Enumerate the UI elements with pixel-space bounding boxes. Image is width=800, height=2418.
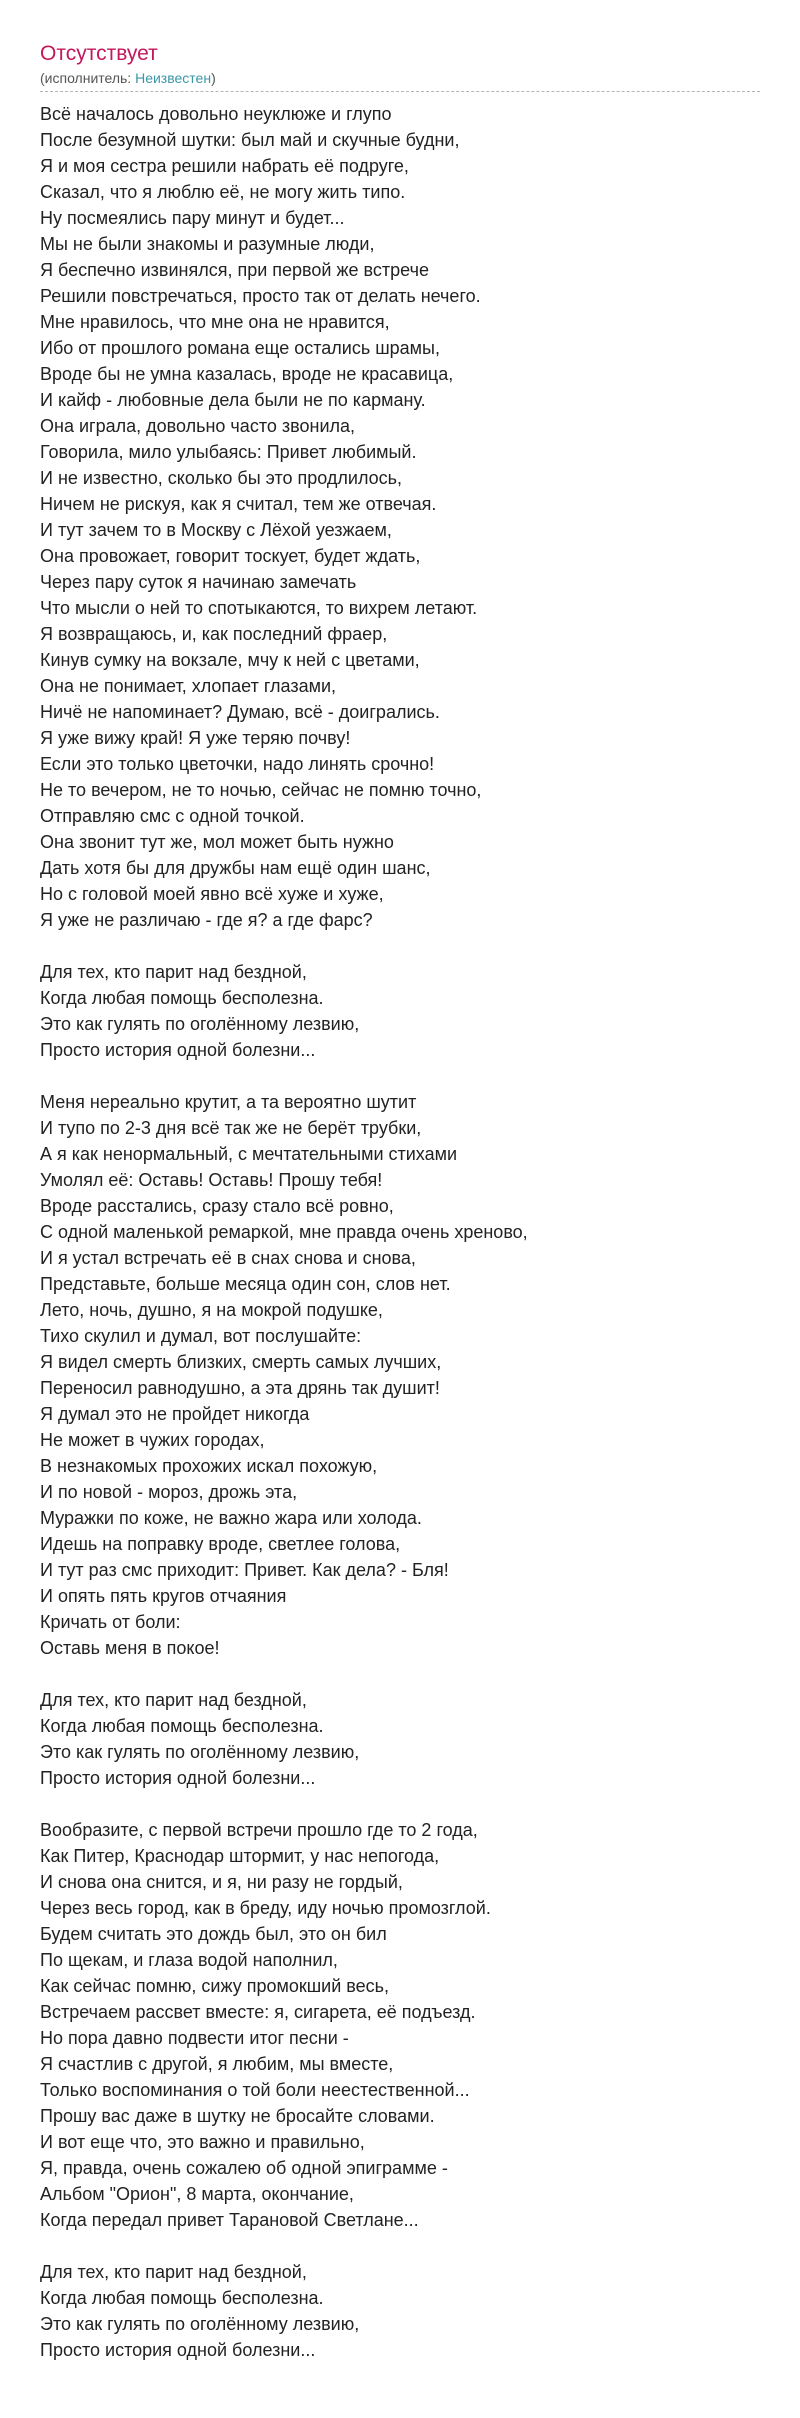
lyrics-line: Она не понимает, хлопает глазами, (40, 676, 337, 696)
artist-prefix: (исполнитель: (40, 70, 136, 86)
lyrics-line: Ничем не рискуя, как я считал, тем же отвечая. (40, 494, 437, 514)
lyrics-line: Я уже вижу край! Я уже теряю почву! (40, 728, 351, 748)
lyrics-line: Если это только цветочки, надо линять срочно! (40, 754, 435, 774)
song-header (40, 0, 760, 92)
lyrics-line: Решили повстречаться, просто так от делать нечего. (40, 286, 481, 306)
lyrics-line: Я счастлив с другой, я любим, мы вместе, (40, 2054, 394, 2074)
lyrics-stanza (40, 959, 760, 1063)
lyrics-stanza (40, 1687, 760, 1791)
lyrics-line: Это как гулять по оголённому лезвию, (40, 1742, 360, 1762)
lyrics-line: Я, правда, очень сожалею об одной эпиграмме - (40, 2158, 448, 2178)
lyrics-line: Сказал, что я люблю её, не могу жить типо. (40, 182, 406, 202)
lyrics-line: Для тех, кто парит над бездной, (40, 2262, 307, 2282)
song-artist-line (40, 69, 760, 87)
lyrics-line: Меня нереально крутит, а та вероятно шутит (40, 1092, 417, 1112)
lyrics-line: Когда любая помощь бесполезна. (40, 1716, 324, 1736)
lyrics-line: Просто история одной болезни... (40, 1040, 316, 1060)
lyrics-line: Ну посмеялись пару минут и будет... (40, 208, 345, 228)
lyrics-line: И по новой - мороз, дрожь эта, (40, 1482, 298, 1502)
lyrics-line: А я как ненормальный, с мечтательными стихами (40, 1144, 458, 1164)
lyrics-line: Я видел смерть близких, смерть самых лучших, (40, 1352, 442, 1372)
lyrics-line: После безумной шутки: был май и скучные будни, (40, 130, 460, 150)
lyrics-line: Всё началось довольно неуклюже и глупо (40, 104, 392, 124)
lyrics-line: Что мысли о ней то спотыкаются, то вихрем летают. (40, 598, 478, 618)
lyrics-line: Я уже не различаю - где я? а где фарс? (40, 910, 373, 930)
lyrics-line: Просто история одной болезни... (40, 1768, 316, 1788)
lyrics-line: Переносил равнодушно, а эта дрянь так душит! (40, 1378, 440, 1398)
lyrics-line: И тут раз смс приходит: Привет. Как дела? - Бля! (40, 1560, 449, 1580)
lyrics-text (40, 101, 760, 2363)
header-divider (40, 91, 760, 92)
lyrics-line: Это как гулять по оголённому лезвию, (40, 1014, 360, 1034)
artist-link[interactable]: Неизвестен (135, 70, 212, 86)
lyrics-line: И я устал встречать её в снах снова и снова, (40, 1248, 416, 1268)
lyrics-line: Когда любая помощь бесполезна. (40, 2288, 324, 2308)
lyrics-line: Не то вечером, не то ночью, сейчас не помню точно, (40, 780, 482, 800)
lyrics-line: Я и моя сестра решили набрать её подруге, (40, 156, 409, 176)
lyrics-line: И тут зачем то в Москву с Лёхой уезжаем, (40, 520, 392, 540)
lyrics-line: Тихо скулил и думал, вот послушайте: (40, 1326, 362, 1346)
lyrics-line: Вроде расстались, сразу стало всё ровно, (40, 1196, 394, 1216)
lyrics-line: Когда передал привет Тарановой Светлане... (40, 2210, 419, 2230)
lyrics-line: Но пора давно подвести итог песни - (40, 2028, 349, 2048)
lyrics-line: Муражки по коже, не важно жара или холода. (40, 1508, 422, 1528)
lyrics-line: Но с головой моей явно всё хуже и хуже, (40, 884, 384, 904)
lyrics-line: Через пару суток я начинаю замечать (40, 572, 357, 592)
lyrics-line: Мне нравилось, что мне она не нравится, (40, 312, 390, 332)
lyrics-line: Встречаем рассвет вместе: я, сигарета, её подъезд. (40, 2002, 476, 2022)
lyrics-line: Альбом "Орион", 8 марта, окончание, (40, 2184, 354, 2204)
lyrics-line: Она провожает, говорит тоскует, будет ждать, (40, 546, 421, 566)
lyrics-line: Лето, ночь, душно, я на мокрой подушке, (40, 1300, 383, 1320)
lyrics-line: Ничё не напоминает? Думаю, всё - доигрались. (40, 702, 440, 722)
lyrics-line: Я беспечно извинялся, при первой же встрече (40, 260, 429, 280)
lyrics-stanza (40, 1817, 760, 2233)
lyrics-line: Через весь город, как в бреду, иду ночью промозглой. (40, 1898, 491, 1918)
lyrics-line: Вообразите, с первой встречи прошло где то 2 года, (40, 1820, 478, 1840)
lyrics-line: И тупо по 2-3 дня всё так же не берёт трубки, (40, 1118, 422, 1138)
lyrics-line: Мы не были знакомы и разумные люди, (40, 234, 375, 254)
lyrics-stanza (40, 1089, 760, 1661)
lyrics-line: И вот еще что, это важно и правильно, (40, 2132, 365, 2152)
lyrics-line: Кинув сумку на вокзале, мчу к ней с цветами, (40, 650, 420, 670)
lyrics-line: В незнакомых прохожих искал похожую, (40, 1456, 378, 1476)
lyrics-line: И кайф - любовные дела были не по карману. (40, 390, 426, 410)
lyrics-line: Просто история одной болезни... (40, 2340, 316, 2360)
lyrics-line: Для тех, кто парит над бездной, (40, 1690, 307, 1710)
lyrics-line: Она играла, довольно часто звонила, (40, 416, 356, 436)
lyrics-line: Это как гулять по оголённому лезвию, (40, 2314, 360, 2334)
lyrics-line: Отправляю смс с одной точкой. (40, 806, 305, 826)
lyrics-line: С одной маленькой ремаркой, мне правда очень хреново, (40, 1222, 528, 1242)
lyrics-stanza (40, 2259, 760, 2363)
lyrics-line: Ибо от прошлого романа еще остались шрамы, (40, 338, 440, 358)
lyrics-line: Когда любая помощь бесполезна. (40, 988, 324, 1008)
lyrics-line: Я возвращаюсь, и, как последний фраер, (40, 624, 388, 644)
lyrics-line: Я думал это не пройдет никогда (40, 1404, 310, 1424)
lyrics-line: Как Питер, Краснодар штормит, у нас непогода, (40, 1846, 440, 1866)
artist-suffix: ) (211, 70, 216, 86)
lyrics-line: И снова она снится, и я, ни разу не гордый, (40, 1872, 403, 1892)
lyrics-line: Кричать от боли: (40, 1612, 181, 1632)
lyrics-line: Говорила, мило улыбаясь: Привет любимый. (40, 442, 417, 462)
lyrics-line: Прошу вас даже в шутку не бросайте словами. (40, 2106, 435, 2126)
lyrics-line: Только воспоминания о той боли неестественной... (40, 2080, 470, 2100)
lyrics-line: Дать хотя бы для дружбы нам ещё один шанс, (40, 858, 431, 878)
lyrics-line: Как сейчас помню, сижу промокший весь, (40, 1976, 390, 1996)
lyrics-line: И не известно, сколько бы это продлилось, (40, 468, 403, 488)
lyrics-stanza (40, 101, 760, 933)
lyrics-line: По щекам, и глаза водой наполнил, (40, 1950, 338, 1970)
song-title: Отсутствует (40, 42, 158, 65)
lyrics-line: Идешь на поправку вроде, светлее голова, (40, 1534, 401, 1554)
lyrics-line: Оставь меня в покое! (40, 1638, 220, 1658)
lyrics-line: И опять пять кругов отчаяния (40, 1586, 287, 1606)
lyrics-line: Будем считать это дождь был, это он бил (40, 1924, 387, 1944)
lyrics-line: Умолял её: Оставь! Оставь! Прошу тебя! (40, 1170, 383, 1190)
lyrics-line: Она звонит тут же, мол может быть нужно (40, 832, 394, 852)
lyrics-line: Для тех, кто парит над бездной, (40, 962, 307, 982)
lyrics-line: Представьте, больше месяца один сон, слов нет. (40, 1274, 451, 1294)
lyrics-line: Вроде бы не умна казалась, вроде не красавица, (40, 364, 454, 384)
lyrics-line: Не может в чужих городах, (40, 1430, 265, 1450)
